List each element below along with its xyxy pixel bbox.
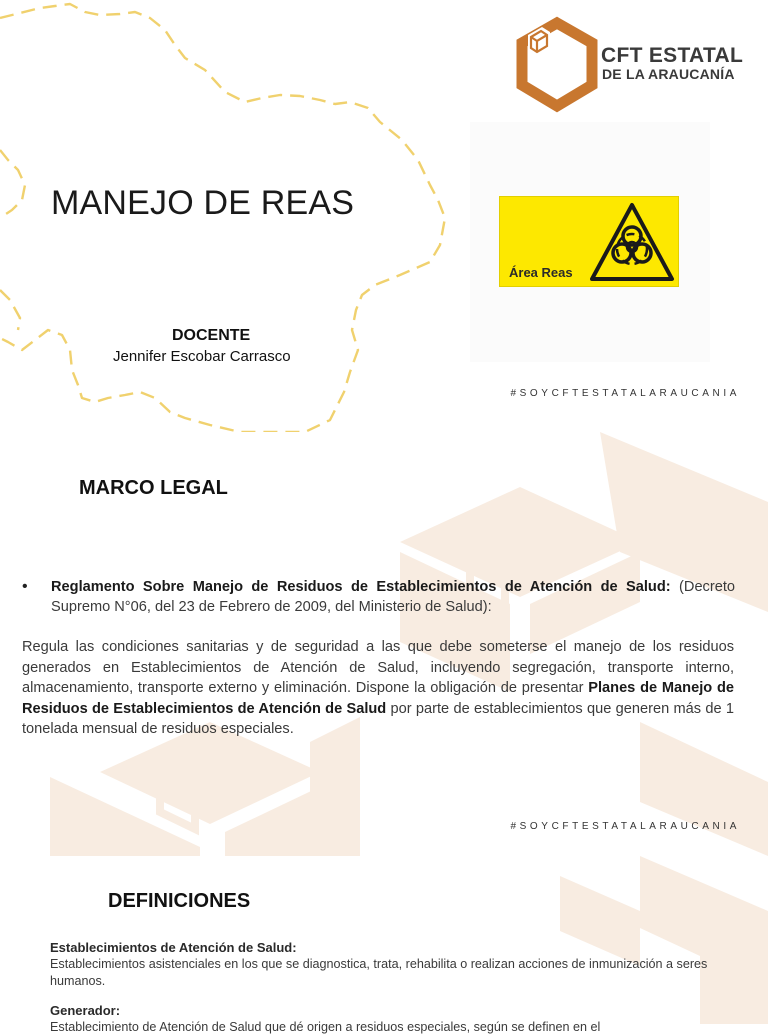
section-heading: MARCO LEGAL	[79, 477, 228, 499]
paragraph-part2: por parte de establecimientos que generen más de 1 tonelada mensual de residuos especiales.	[22, 700, 734, 737]
paragraph-part1: Regula las condiciones sanitarias y de seguridad a las que debe someterse el manejo de los residuos generados en Establecimientos de Atención de Salud, incluyendo segregación, transporte interno, almacenamiento, transporte externo y eliminación. Dispone la obligación de presentar	[22, 639, 734, 696]
definition-term: Generador:	[50, 1003, 121, 1018]
hexagon-cube-logo-icon	[517, 20, 597, 112]
area-reas-sign	[499, 196, 679, 287]
bullet-bold: Reglamento Sobre Manejo de Residuos de Establecimientos de Atención de Salud:	[51, 579, 671, 595]
page-title: MANEJO DE REAS	[51, 184, 355, 222]
hashtag: #SOYCFTESTATALARAUCANIA	[510, 388, 740, 399]
slide-definiciones	[0, 856, 768, 1034]
paragraph-bold: Planes de Manejo de Residuos de Establecimientos de Atención de Salud	[22, 680, 734, 717]
logo-text-line1: CFT ESTATAL	[601, 44, 744, 67]
logo-text-line2: DE LA ARAUCANÍA	[602, 66, 735, 82]
bullet-item	[51, 577, 735, 617]
definition-text: Establecimiento de Atención de Salud que dé origen a residuos especiales, según se definen en el	[50, 1020, 601, 1034]
docente-name: Jennifer Escobar Carrasco	[113, 348, 291, 365]
definition-term: Establecimientos de Atención de Salud:	[50, 940, 297, 955]
sign-label: Área Reas	[509, 265, 573, 280]
biohazard-icon	[588, 201, 676, 285]
slide-title	[0, 0, 768, 432]
body-paragraph	[22, 637, 734, 740]
hashtag: #SOYCFTESTATALARAUCANIA	[510, 821, 740, 832]
bullet-marker: •	[22, 578, 28, 595]
docente-label: DOCENTE	[172, 327, 251, 344]
section-heading: DEFINICIONES	[108, 890, 251, 912]
slide-marco-legal	[0, 432, 768, 856]
bullet-rest: (Decreto Supremo N°06, del 23 de Febrero de 2009, del Ministerio de Salud):	[51, 579, 735, 615]
definition-text: Establecimientos asistenciales en los que se diagnostica, trata, rehabilita o realizan acciones de inmunización a seres humanos.	[50, 957, 708, 988]
